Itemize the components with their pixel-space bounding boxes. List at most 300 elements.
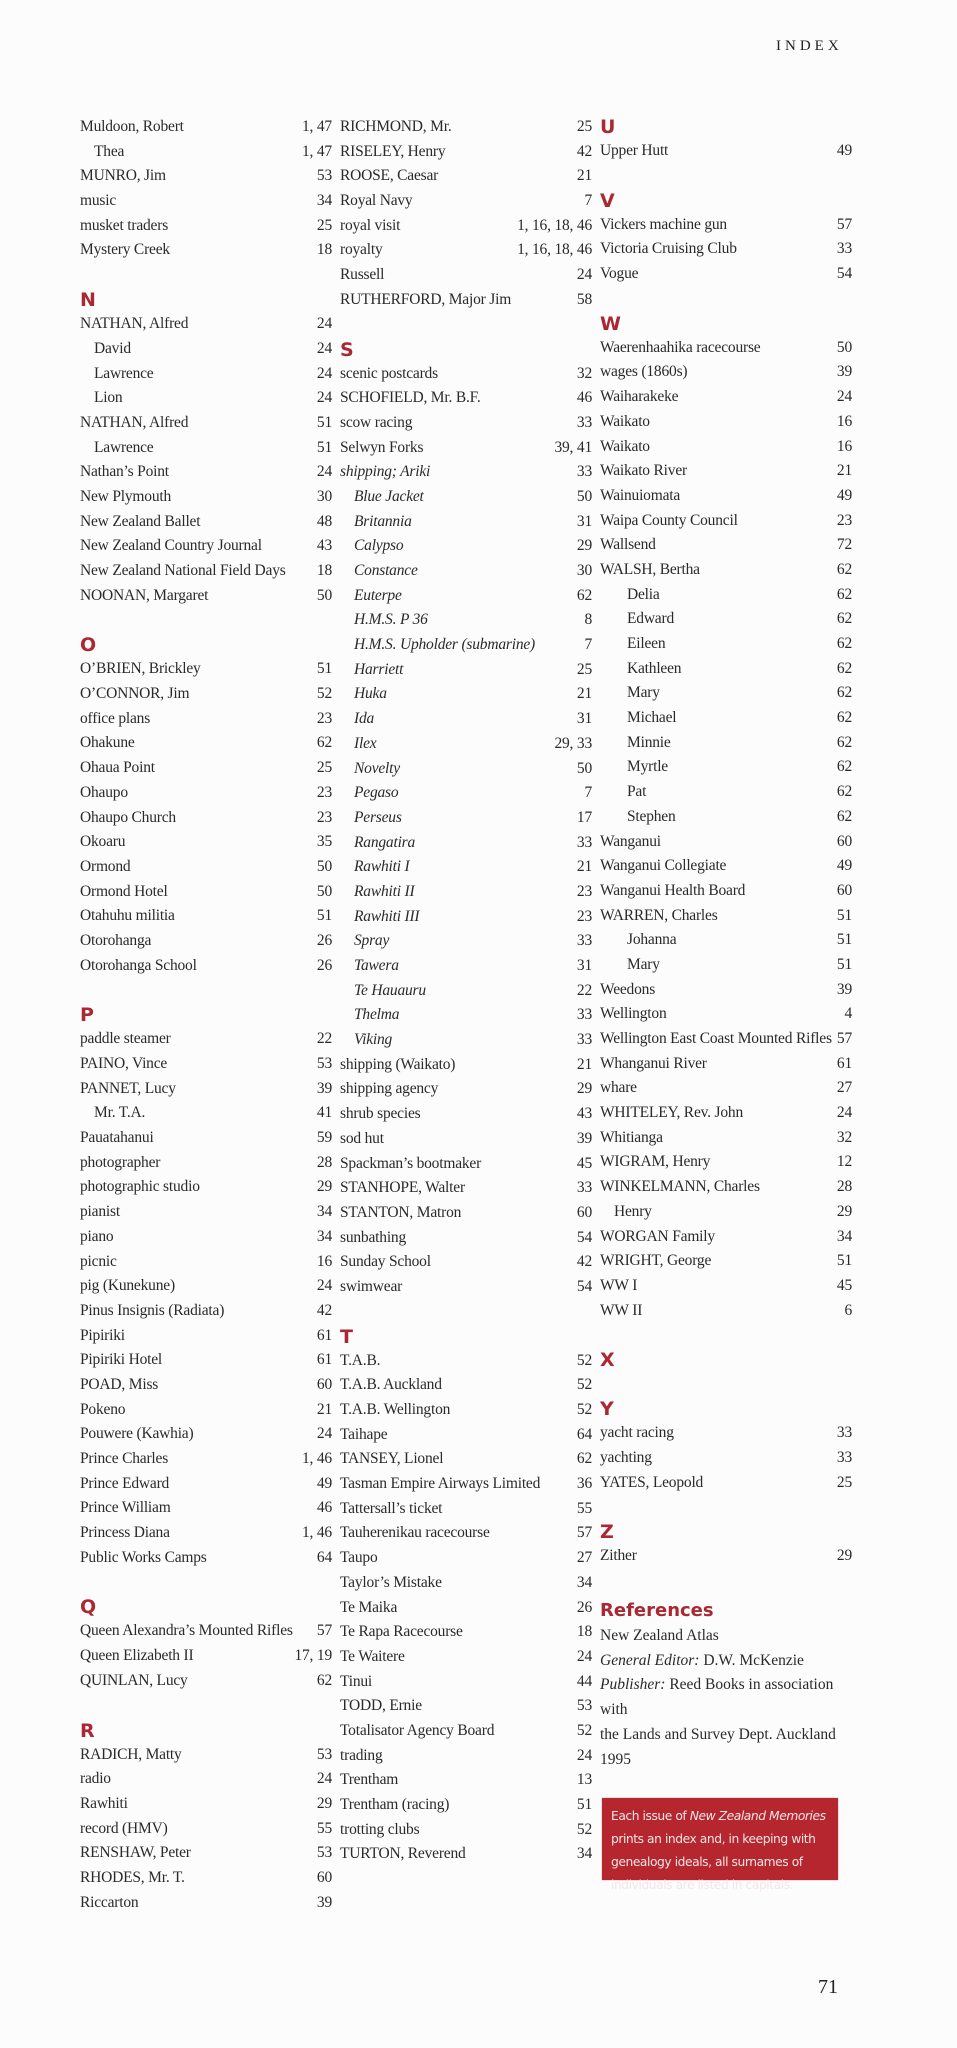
entry-term: shrub species	[340, 1105, 421, 1123]
entry-term: Minnie	[627, 733, 671, 751]
entry-pages: 72	[836, 536, 852, 554]
entry-pages: 24	[316, 339, 332, 357]
entry-term: Waipa County Council	[600, 511, 738, 529]
entry-term: piano	[80, 1227, 114, 1245]
entry-term: New Zealand Ballet	[80, 512, 201, 530]
entry-term: Eileen	[627, 635, 666, 652]
entry-pages: 16	[836, 412, 852, 430]
entry-pages: 33	[576, 413, 592, 431]
section-letter: W	[600, 312, 621, 335]
index-entry	[600, 1225, 852, 1250]
entry-term: QUINLAN, Lucy	[80, 1671, 188, 1689]
entry-term: O’CONNOR, Jim	[80, 685, 190, 703]
index-entry	[600, 360, 852, 385]
index-entry	[600, 558, 852, 583]
index-entry	[340, 140, 592, 165]
entry-pages: 24	[316, 389, 332, 407]
index-entry	[600, 1175, 852, 1200]
entry-pages: 24	[316, 1770, 332, 1788]
entry-term: Constance	[354, 562, 418, 579]
entry-pages: 1, 47	[301, 118, 332, 135]
entry-term: Myrtle	[627, 758, 668, 776]
index-entry	[600, 657, 852, 682]
index-entry	[80, 140, 332, 165]
entry-term: Te Waitere	[340, 1647, 405, 1665]
page-number: 71	[818, 1976, 838, 1998]
entry-term: Te Maika	[340, 1598, 398, 1616]
entry-pages: 39	[836, 363, 852, 381]
entry-pages: 32	[576, 364, 592, 382]
index-entry	[600, 1126, 852, 1151]
index-entry	[340, 1226, 592, 1251]
entry-pages: 7	[584, 636, 592, 654]
index-entry	[340, 905, 592, 930]
entry-pages: 34	[316, 192, 332, 210]
index-entry	[600, 904, 852, 929]
entry-pages: 25	[576, 660, 592, 678]
entry-term: Pat	[627, 783, 647, 801]
entry-term: Perseus	[354, 808, 402, 826]
entry-pages: 22	[576, 981, 592, 999]
entry-term: Trentham (racing)	[340, 1796, 450, 1813]
entry-pages: 33	[576, 833, 592, 851]
entry-term: Whanganui River	[600, 1054, 707, 1072]
index-entry	[340, 1694, 592, 1719]
index-entry	[80, 1077, 332, 1102]
entry-pages: 33	[576, 1031, 592, 1049]
entry-term: Wellington	[600, 1005, 667, 1023]
entry-pages: 29	[836, 1202, 852, 1220]
entry-term: WRIGHT, George	[600, 1252, 712, 1270]
entry-pages: 1, 16, 18, 46	[517, 216, 592, 234]
index-entry	[340, 1275, 592, 1300]
entry-pages: 29, 33	[554, 734, 592, 752]
entry-term: Ormond	[80, 857, 131, 875]
entry-pages: 33	[576, 1006, 592, 1024]
entry-term: trotting clubs	[340, 1820, 420, 1838]
entry-pages: 52	[316, 685, 332, 703]
entry-pages: 62	[836, 684, 852, 702]
entry-pages: 24	[576, 266, 592, 284]
entry-pages: 23	[316, 808, 332, 826]
entry-pages: 57	[836, 1030, 852, 1047]
section-spacer	[80, 1694, 332, 1719]
entry-term: WW II	[600, 1301, 643, 1319]
section-spacer	[600, 164, 852, 189]
entry-term: Rawhiti II	[354, 882, 415, 900]
entry-pages: 62	[836, 783, 852, 801]
entry-term: Whitianga	[600, 1128, 663, 1146]
entry-pages: 34	[576, 1845, 592, 1863]
entry-term: pig (Kunekune)	[80, 1277, 175, 1295]
entry-pages: 57	[836, 215, 852, 233]
entry-pages: 62	[316, 734, 332, 752]
index-entry	[80, 1324, 332, 1349]
index-entry	[80, 1101, 332, 1126]
entry-pages: 33	[836, 1448, 852, 1466]
index-entry	[340, 1768, 592, 1793]
index-entry	[80, 954, 332, 979]
index-entry	[80, 1398, 332, 1423]
index-entry	[80, 1299, 332, 1324]
entry-pages: 43	[576, 1105, 592, 1123]
entry-term: Pegaso	[354, 784, 399, 802]
entry-term: Sunday School	[340, 1253, 431, 1271]
entry-pages: 49	[316, 1474, 332, 1492]
entry-pages: 62	[836, 709, 852, 727]
index-entry	[80, 1817, 332, 1842]
entry-term: Royal Navy	[340, 192, 413, 210]
index-entry	[80, 214, 332, 239]
index-entry	[340, 1670, 592, 1695]
index-entry	[80, 1792, 332, 1817]
index-entry	[80, 1126, 332, 1151]
entry-term: Stephen	[627, 807, 676, 825]
entry-pages: 60	[316, 1375, 332, 1393]
entry-term: Michael	[627, 709, 677, 727]
entry-term: Tawera	[354, 957, 399, 974]
entry-pages: 23	[316, 709, 332, 727]
entry-pages: 17	[576, 808, 592, 826]
entry-pages: 12	[836, 1153, 852, 1171]
index-entry	[80, 1472, 332, 1497]
section-letter: Z	[600, 1521, 614, 1544]
index-entry	[80, 1743, 332, 1768]
entry-term: Weedons	[600, 980, 656, 998]
entry-pages: 34	[316, 1203, 332, 1221]
entry-term: New Zealand National Field Days	[80, 562, 286, 579]
reference-atlas: New Zealand Atlas	[600, 1627, 719, 1644]
index-entry	[340, 1842, 592, 1867]
entry-term: Ohaupo	[80, 783, 128, 801]
entry-term: scenic postcards	[340, 364, 438, 382]
entry-pages: 1, 47	[301, 142, 332, 160]
index-entry	[600, 1101, 852, 1126]
entry-term: POAD, Miss	[80, 1375, 159, 1393]
entry-term: Edward	[627, 610, 675, 628]
index-entry	[340, 584, 592, 609]
index-entry	[340, 1349, 592, 1374]
entry-term: Otahuhu militia	[80, 907, 175, 925]
entry-pages: 23	[316, 783, 332, 801]
entry-term: Rawhiti I	[354, 858, 410, 876]
entry-term: Mary	[627, 955, 660, 973]
entry-pages: 52	[576, 1721, 592, 1739]
entry-term: Queen Elizabeth II	[80, 1647, 194, 1665]
entry-term: Blue Jacket	[354, 487, 424, 505]
index-entry	[340, 1102, 592, 1127]
entry-term: Otorohanga School	[80, 956, 197, 974]
entry-pages: 57	[316, 1622, 332, 1640]
entry-term: Waikato River	[600, 462, 687, 480]
entry-term: shipping (Waikato)	[340, 1055, 456, 1073]
entry-pages: 28	[836, 1178, 852, 1196]
section-letter: S	[340, 338, 354, 361]
section-spacer	[340, 313, 592, 338]
references-heading: References	[600, 1600, 714, 1621]
index-entry	[340, 1053, 592, 1078]
entry-term: NATHAN, Alfred	[80, 315, 189, 333]
entry-pages: 25	[576, 118, 592, 135]
entry-pages: 16	[836, 437, 852, 455]
entry-pages: 55	[576, 1499, 592, 1517]
running-header: INDEX	[776, 38, 843, 54]
index-entry	[340, 979, 592, 1004]
index-entry	[340, 1546, 592, 1571]
entry-pages: 52	[576, 1376, 592, 1394]
index-entry	[80, 1027, 332, 1052]
publisher-label: Publisher:	[600, 1676, 666, 1694]
entry-term: STANHOPE, Walter	[340, 1179, 465, 1197]
entry-pages: 49	[836, 142, 852, 159]
index-entry	[80, 806, 332, 831]
entry-term: New Plymouth	[80, 487, 172, 505]
index-entry	[600, 1200, 852, 1225]
index-entry	[600, 1076, 852, 1101]
entry-pages: 51	[316, 438, 332, 456]
spacer	[600, 1569, 852, 1594]
entry-term: Ohaua Point	[80, 759, 155, 777]
entry-pages: 33	[836, 1424, 852, 1442]
entry-pages: 21	[576, 167, 592, 185]
entry-term: Henry	[614, 1202, 652, 1220]
index-entry	[80, 1274, 332, 1299]
section-letter: Y	[600, 1398, 614, 1421]
entry-pages: 23	[576, 907, 592, 925]
index-entry	[80, 559, 332, 584]
entry-pages: 21	[576, 685, 592, 703]
entry-pages: 22	[316, 1030, 332, 1048]
entry-pages: 24	[316, 1425, 332, 1443]
index-entry	[80, 238, 332, 263]
index-entry	[600, 262, 852, 287]
entry-pages: 53	[316, 1055, 332, 1072]
entry-pages: 50	[316, 586, 332, 604]
index-entry	[340, 732, 592, 757]
index-entry	[600, 1421, 852, 1446]
entry-pages: 24	[316, 364, 332, 382]
index-entry	[600, 336, 852, 361]
entry-term: Pipiriki Hotel	[80, 1351, 163, 1369]
entry-pages: 53	[316, 1844, 332, 1862]
entry-term: Ilex	[354, 734, 377, 752]
index-entry	[340, 288, 592, 313]
index-entry	[340, 460, 592, 485]
entry-pages: 53	[316, 167, 332, 185]
entry-term: Totalisator Agency Board	[340, 1721, 495, 1739]
index-entry	[80, 386, 332, 411]
index-entry	[340, 658, 592, 683]
entry-pages: 62	[836, 659, 852, 677]
entry-term: shipping; Ariki	[340, 463, 431, 481]
index-entry	[80, 1521, 332, 1546]
entry-pages: 24	[316, 1277, 332, 1295]
index-entry	[340, 1176, 592, 1201]
index-entry	[80, 460, 332, 485]
index-entry	[80, 1225, 332, 1250]
entry-term: Rawhiti	[80, 1794, 128, 1812]
index-entry	[80, 1767, 332, 1792]
entry-term: RISELEY, Henry	[340, 142, 446, 160]
index-entry	[600, 237, 852, 262]
index-entry	[600, 1249, 852, 1274]
entry-term: photographic studio	[80, 1178, 200, 1196]
entry-term: swimwear	[340, 1277, 403, 1295]
section-letter: U	[600, 116, 616, 138]
entry-pages: 44	[576, 1672, 592, 1690]
column-3-entries	[600, 115, 852, 1569]
entry-term: Te Rapa Racecourse	[340, 1623, 463, 1641]
entry-term: Mr. T.A.	[94, 1104, 146, 1122]
entry-pages: 34	[836, 1227, 852, 1245]
index-entry	[340, 608, 592, 633]
entry-pages: 24	[576, 1746, 592, 1764]
entry-term: Muldoon, Robert	[80, 118, 184, 135]
index-entry	[600, 1299, 852, 1324]
index-entry	[80, 1447, 332, 1472]
index-entry	[80, 657, 332, 682]
entry-term: Ormond Hotel	[80, 882, 168, 900]
entry-pages: 62	[836, 610, 852, 628]
entry-pages: 24	[576, 1647, 592, 1665]
entry-term: paddle steamer	[80, 1030, 171, 1048]
section-spacer	[340, 1300, 592, 1325]
entry-pages: 39	[836, 980, 852, 998]
entry-term: PANNET, Lucy	[80, 1079, 176, 1097]
entry-pages: 35	[316, 833, 332, 851]
entry-pages: 18	[316, 241, 332, 259]
index-column-3	[600, 115, 852, 1772]
entry-term: New Zealand Country Journal	[80, 537, 262, 555]
section-spacer	[80, 608, 332, 633]
index-entry	[80, 189, 332, 214]
entry-pages: 48	[316, 512, 332, 530]
index-entry	[600, 879, 852, 904]
notice-text-after: prints an index and, in keeping with genealogy ideals, all surnames of individuals are listed in capitals.	[611, 1832, 816, 1892]
entry-term: Waikato	[600, 412, 650, 430]
reference-editor	[600, 1649, 852, 1674]
index-entry	[340, 1571, 592, 1596]
index-entry	[600, 755, 852, 780]
entry-pages: 50	[836, 338, 852, 356]
index-entry	[80, 880, 332, 905]
entry-term: Novelty	[354, 759, 400, 777]
entry-pages: 26	[316, 956, 332, 974]
entry-pages: 58	[576, 290, 592, 308]
entry-pages: 54	[576, 1228, 592, 1246]
index-entry	[600, 1471, 852, 1496]
entry-term: trading	[340, 1746, 383, 1764]
notice-publication: New Zealand Memories	[689, 1809, 826, 1823]
entry-term: Thelma	[354, 1006, 400, 1024]
index-entry	[340, 707, 592, 732]
entry-pages: 50	[576, 487, 592, 505]
index-entry	[80, 1496, 332, 1521]
entry-pages: 30	[576, 562, 592, 579]
index-entry	[340, 214, 592, 239]
entry-pages: 33	[576, 932, 592, 950]
entry-term: WALSH, Bertha	[600, 560, 700, 578]
entry-term: Ida	[354, 710, 375, 728]
entry-term: RADICH, Matty	[80, 1745, 182, 1763]
entry-term: MUNRO, Jim	[80, 167, 166, 185]
entry-pages: 55	[316, 1819, 332, 1837]
entry-term: YATES, Leopold	[600, 1473, 704, 1491]
entry-term: royalty	[340, 241, 383, 259]
entry-term: SCHOFIELD, Mr. B.F.	[340, 389, 481, 407]
section-letter: X	[600, 1349, 615, 1372]
index-entry	[600, 484, 852, 509]
references-section	[600, 1598, 852, 1772]
entry-term: WHITELEY, Rev. John	[600, 1104, 743, 1122]
entry-pages: 29	[576, 1080, 592, 1098]
index-entry	[600, 459, 852, 484]
index-entry	[340, 510, 592, 535]
index-entry	[600, 139, 852, 164]
index-entry	[600, 1544, 852, 1569]
index-entry	[80, 362, 332, 387]
entry-pages: 1, 16, 18, 46	[517, 241, 592, 259]
entry-term: Upper Hutt	[600, 142, 669, 159]
entry-pages: 60	[836, 832, 852, 850]
index-column-2	[340, 115, 592, 1867]
entry-term: Viking	[354, 1031, 393, 1049]
entry-pages: 62	[836, 585, 852, 603]
index-entry	[340, 164, 592, 189]
section-spacer	[600, 1323, 852, 1348]
index-entry	[80, 1644, 332, 1669]
index-entry	[80, 1200, 332, 1225]
entry-term: office plans	[80, 709, 151, 727]
entry-pages: 21	[576, 1055, 592, 1073]
index-entry	[600, 854, 852, 879]
entry-pages: 29	[576, 537, 592, 555]
entry-term: Selwyn Forks	[340, 438, 424, 456]
entry-pages: 24	[316, 463, 332, 481]
entry-term: NATHAN, Alfred	[80, 413, 189, 431]
index-entry	[80, 1841, 332, 1866]
index-entry	[340, 954, 592, 979]
entry-pages: 51	[316, 907, 332, 925]
entry-term: PAINO, Vince	[80, 1055, 168, 1072]
index-entry	[600, 1150, 852, 1175]
entry-pages: 43	[316, 537, 332, 555]
index-entry	[340, 115, 592, 140]
index-entry	[340, 1447, 592, 1472]
entry-pages: 4	[844, 1005, 852, 1023]
entry-term: photographer	[80, 1153, 161, 1171]
index-entry	[340, 633, 592, 658]
entry-pages: 34	[576, 1573, 592, 1591]
entry-term: Spackman’s bootmaker	[340, 1154, 482, 1172]
index-entry	[340, 1793, 592, 1818]
index-entry	[80, 1422, 332, 1447]
index-entry	[80, 781, 332, 806]
entry-term: NOONAN, Margaret	[80, 586, 209, 604]
entry-pages: 53	[316, 1745, 332, 1763]
entry-pages: 25	[836, 1473, 852, 1491]
index-entry	[600, 435, 852, 460]
entry-term: TURTON, Reverend	[340, 1845, 466, 1863]
index-entry	[340, 189, 592, 214]
entry-term: Spray	[354, 932, 390, 950]
entry-pages: 23	[576, 882, 592, 900]
entry-pages: 18	[316, 562, 332, 579]
entry-term: Wellington East Coast Mounted Rifles	[600, 1030, 832, 1047]
notice-text-before: Each issue of	[611, 1809, 690, 1823]
entry-pages: 29	[836, 1547, 852, 1565]
entry-pages: 33	[576, 463, 592, 481]
